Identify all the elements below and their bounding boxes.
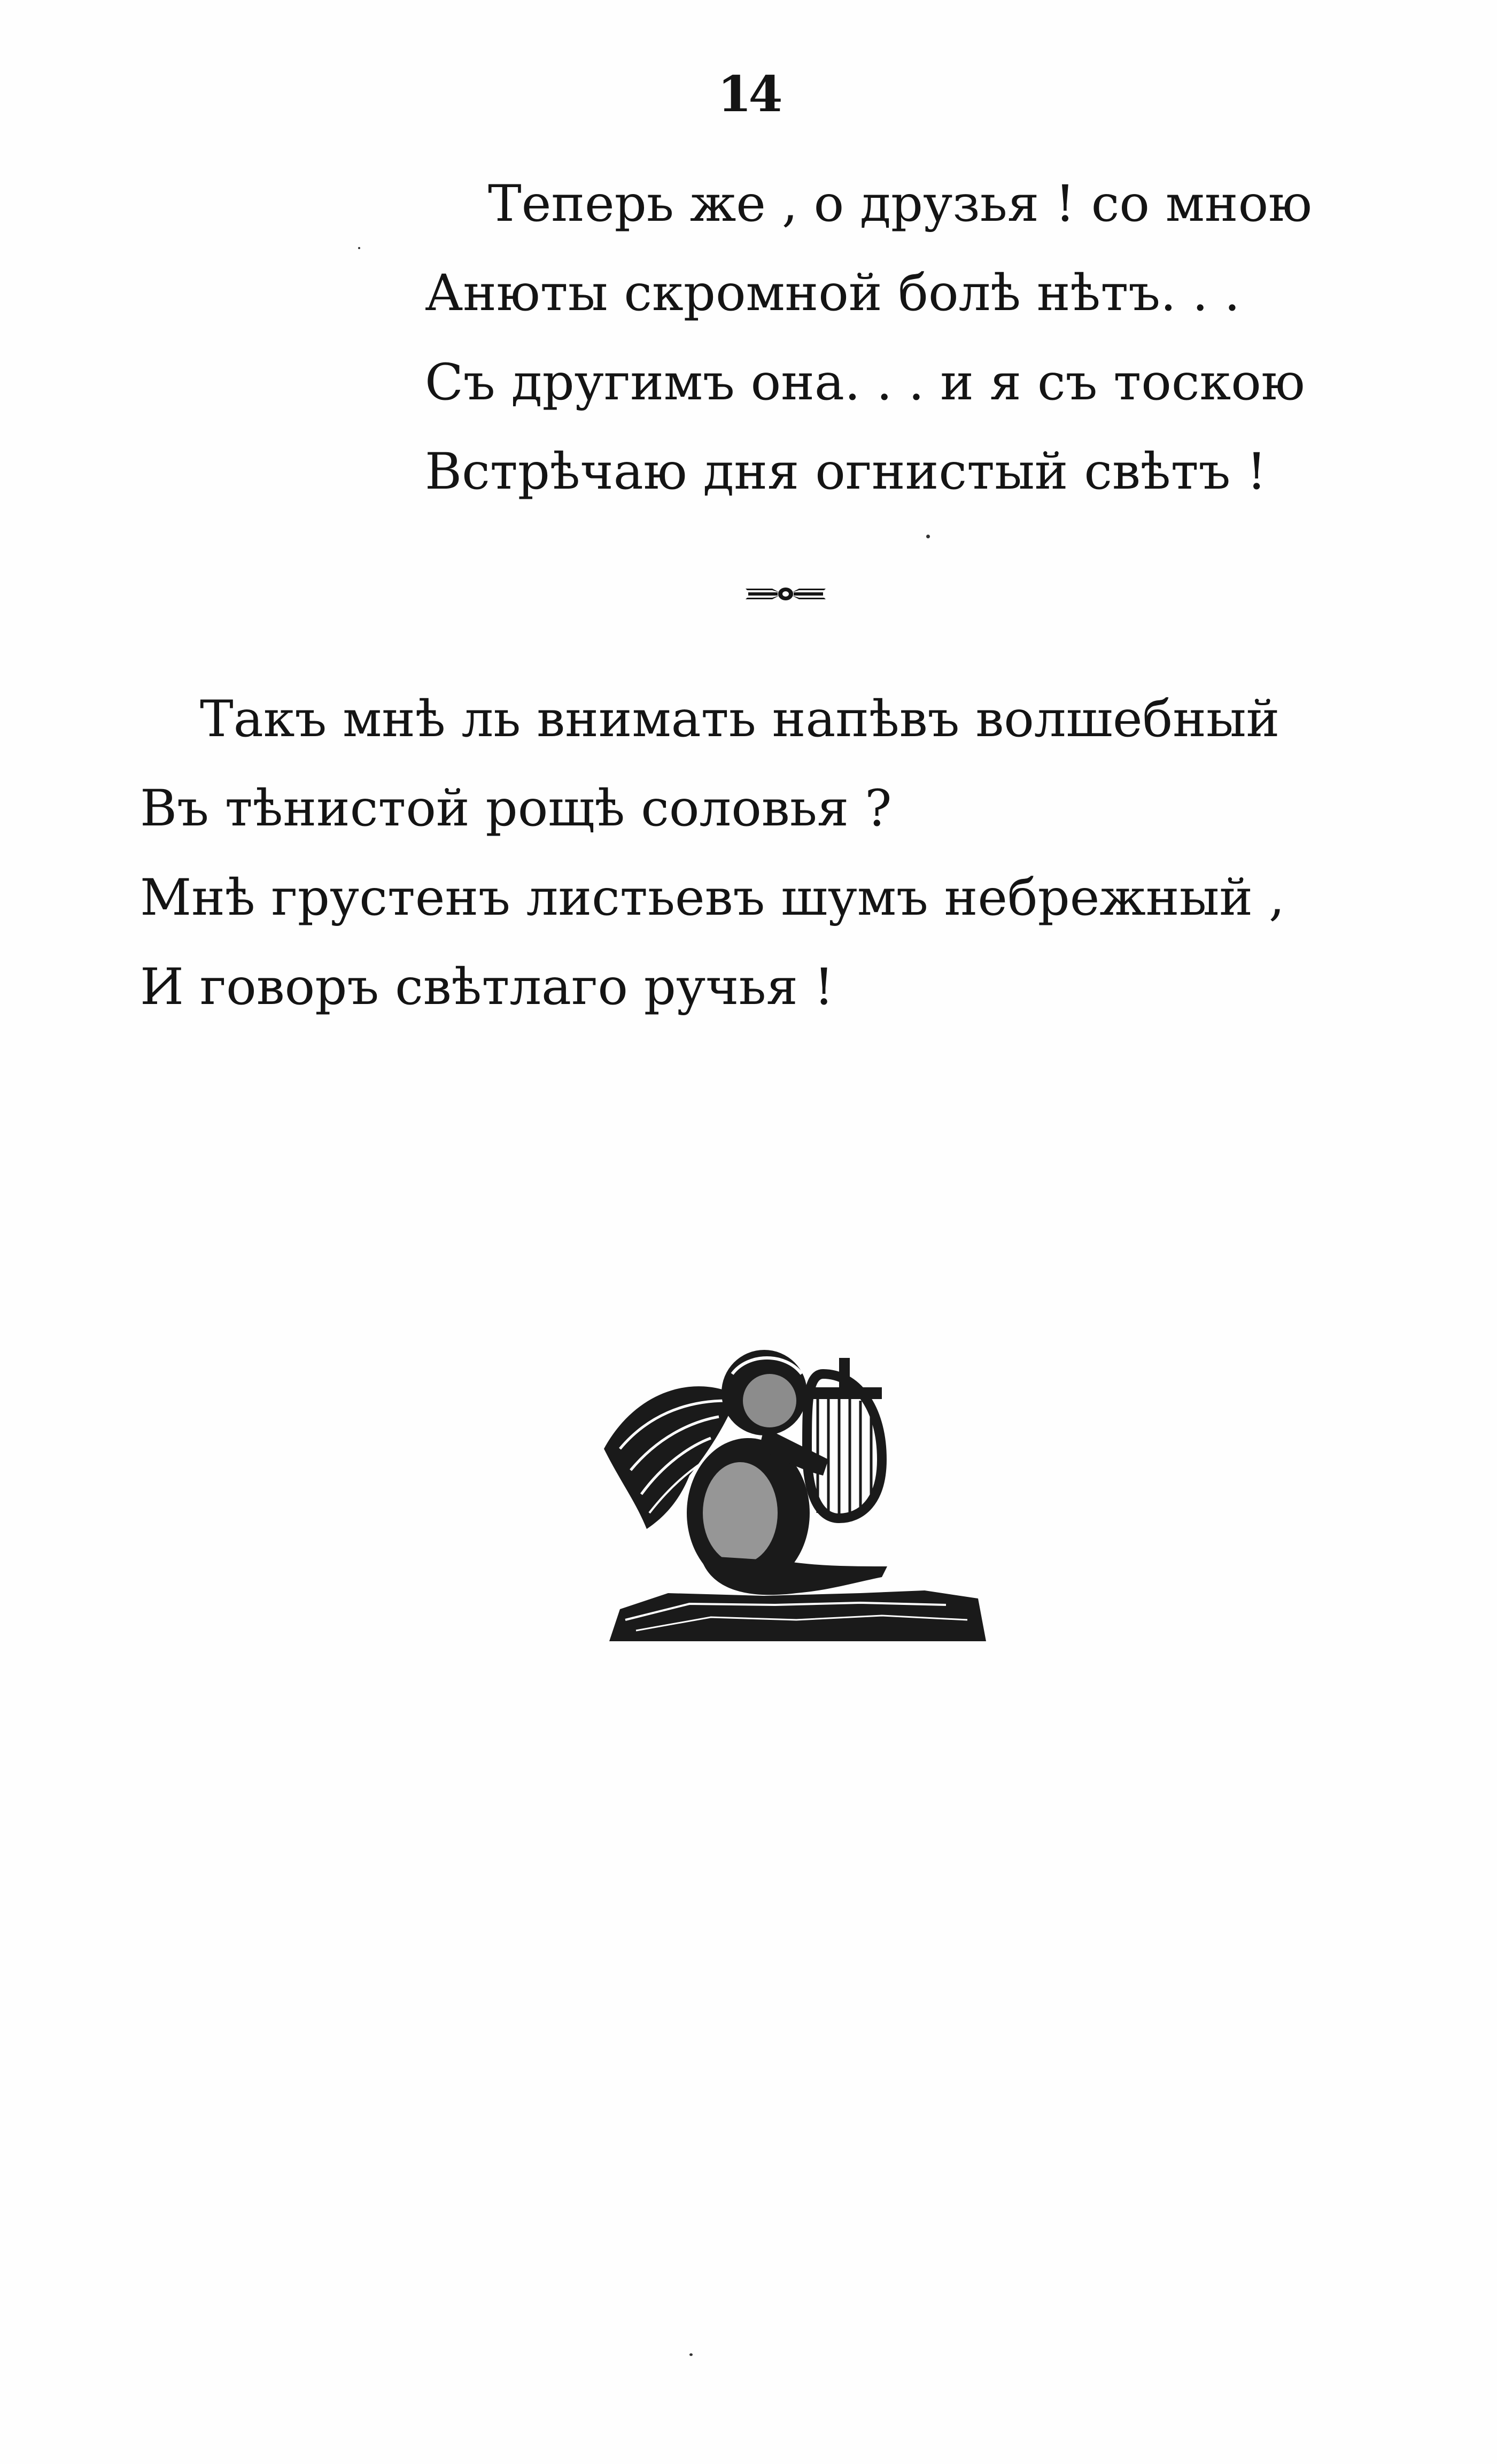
verse-line: Мнѣ грустенъ листьевъ шумъ небрежный ,	[140, 869, 1285, 927]
verse-line: Такъ мнѣ ль внимать напѣвъ волшебный	[200, 690, 1280, 748]
verse-line: Встрѣчаю дня огнистый свѣтъ !	[425, 443, 1267, 501]
ornament-rule-icon	[743, 581, 828, 607]
ink-speck	[689, 2353, 693, 2356]
ink-speck	[926, 535, 930, 538]
verse-line: Теперь же , о друзья ! со мною	[488, 175, 1313, 233]
verse-line: Въ тѣнистой рощѣ соловья ?	[140, 779, 892, 838]
stanza-2	[140, 675, 1285, 1032]
verse-line: Анюты скромной болѣ нѣтъ. . .	[425, 264, 1240, 322]
cherub-with-lyre-vignette	[604, 1342, 989, 1647]
ink-speck	[358, 247, 360, 249]
page-number: 14	[717, 65, 780, 123]
verse-line: И говоръ свѣтлаго ручья !	[140, 958, 834, 1016]
verse-line: Съ другимъ она. . . и я съ тоскою	[425, 353, 1305, 412]
stanza-1	[425, 159, 1312, 516]
